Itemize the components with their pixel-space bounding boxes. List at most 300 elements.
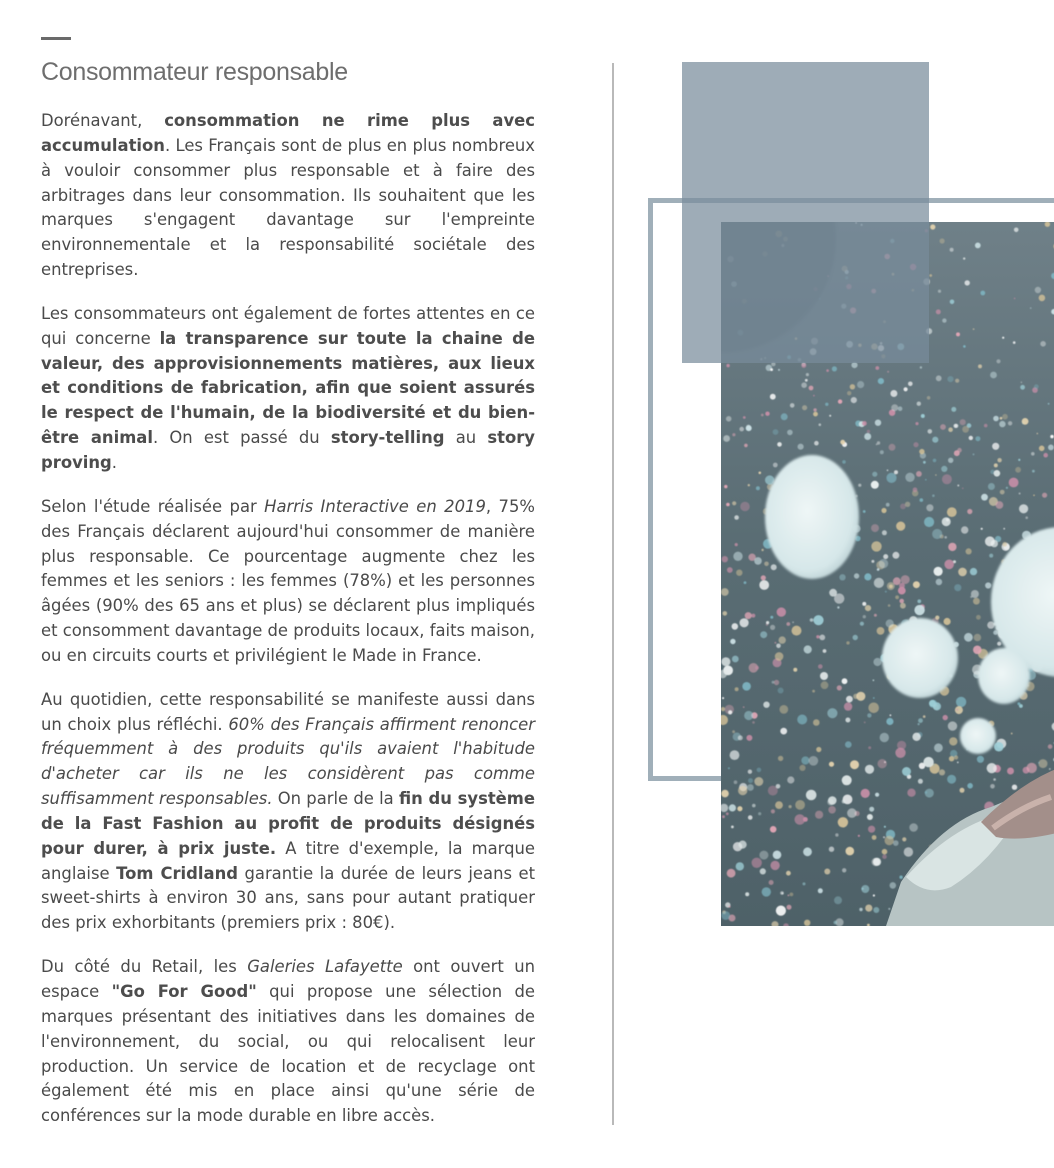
- glitter-sparkle: [888, 604, 891, 607]
- glitter-sparkle: [944, 536, 947, 539]
- glitter-sparkle: [969, 436, 973, 440]
- text-span: .: [111, 452, 117, 472]
- glitter-sparkle: [780, 891, 784, 895]
- glitter-sparkle: [829, 762, 834, 767]
- glitter-sparkle: [757, 768, 762, 773]
- glitter-sparkle: [891, 404, 898, 411]
- glitter-sparkle: [770, 394, 776, 400]
- glitter-sparkle: [877, 568, 880, 571]
- glitter-sparkle: [770, 826, 777, 833]
- glitter-sparkle: [770, 368, 773, 371]
- glitter-sparkle: [871, 481, 879, 489]
- glitter-sparkle: [760, 868, 766, 874]
- glitter-sparkle: [763, 702, 769, 708]
- glitter-sparkle: [1018, 459, 1020, 461]
- glitter-sparkle: [936, 309, 941, 314]
- glitter-sparkle: [738, 786, 747, 795]
- glitter-sparkle: [804, 920, 810, 926]
- glitter-sparkle: [948, 543, 956, 551]
- glitter-sparkle: [955, 379, 959, 383]
- glitter-sparkle: [885, 836, 894, 845]
- glitter-sparkle: [930, 224, 935, 229]
- glitter-sparkle: [868, 746, 871, 749]
- glitter-sparkle: [722, 556, 728, 562]
- glitter-sparkle: [820, 672, 828, 680]
- glitter-sparkle: [748, 484, 750, 486]
- glitter-sparkle: [806, 790, 817, 801]
- glitter-sparkle: [1020, 385, 1025, 390]
- glitter-sparkle: [874, 614, 877, 617]
- translucent-overlay-square: [682, 62, 929, 363]
- glitter-sparkle: [933, 459, 937, 463]
- glitter-sparkle: [732, 656, 739, 663]
- glitter-sparkle: [826, 369, 829, 372]
- glitter-sparkle: [904, 387, 908, 391]
- glitter-sparkle: [809, 756, 819, 766]
- glitter-sparkle: [863, 510, 866, 513]
- text-span: garantie la durée de leurs jeans et sweet-shirts à environ 30 ans, sans pour autant pratiquer des prix exhorbitants (premiers prix : 80€).: [41, 863, 535, 933]
- glitter-sparkle: [854, 573, 859, 578]
- glitter-sparkle: [898, 406, 903, 411]
- glitter-sparkle: [890, 390, 897, 397]
- glitter-sparkle: [936, 579, 943, 586]
- glitter-sparkle: [742, 682, 751, 691]
- glitter-sparkle: [899, 876, 902, 879]
- glitter-sparkle: [773, 429, 779, 435]
- glitter-sparkle: [798, 444, 804, 450]
- glitter-sparkle: [1048, 744, 1053, 749]
- glitter-sparkle: [882, 849, 888, 855]
- glitter-sparkle: [727, 869, 736, 878]
- glitter-sparkle: [846, 696, 853, 703]
- glitter-sparkle: [1033, 495, 1035, 497]
- bold-span: consommation ne rime plus avec accumulation: [41, 111, 536, 155]
- glitter-sparkle: [875, 793, 879, 797]
- glitter-sparkle: [933, 702, 941, 710]
- glitter-sparkle: [728, 710, 732, 714]
- glitter-sparkle: [889, 444, 896, 451]
- glitter-sparkle: [758, 812, 761, 815]
- bold-span: story-telling: [330, 428, 445, 448]
- glitter-sparkle: [871, 560, 874, 563]
- glitter-sparkle: [732, 501, 736, 505]
- glitter-sparkle: [893, 577, 901, 585]
- glitter-sparkle: [799, 765, 805, 771]
- glitter-sparkle: [1019, 504, 1028, 513]
- glitter-sparkle: [907, 789, 915, 797]
- glitter-sparkle: [842, 775, 852, 785]
- heading-accent-bar: [41, 37, 71, 40]
- glitter-sparkle: [871, 524, 879, 532]
- glitter-sparkle: [882, 854, 887, 859]
- glitter-sparkle: [999, 421, 1005, 427]
- glitter-sparkle: [853, 635, 858, 640]
- glitter-sparkle: [947, 775, 956, 784]
- glitter-sparkle: [845, 741, 852, 748]
- glitter-sparkle: [721, 657, 730, 666]
- glitter-sparkle: [804, 645, 812, 653]
- glitter-sparkle: [840, 440, 845, 445]
- glitter-sparkle: [795, 814, 806, 825]
- glitter-sparkle: [935, 474, 937, 476]
- glitter-sparkle: [1008, 421, 1012, 425]
- glitter-sparkle: [819, 635, 825, 641]
- glitter-sparkle: [795, 800, 805, 810]
- glitter-sparkle: [721, 790, 729, 798]
- glitter-sparkle: [756, 486, 760, 490]
- glitter-sparkle: [960, 419, 966, 425]
- glitter-sparkle: [845, 718, 850, 723]
- glitter-sparkle: [730, 639, 735, 644]
- glitter-sparkle: [1050, 435, 1053, 438]
- glitter-sparkle: [942, 318, 946, 322]
- glitter-sparkle: [867, 430, 870, 433]
- glitter-sparkle: [789, 805, 792, 808]
- glitter-sparkle: [827, 708, 837, 718]
- glitter-sparkle: [723, 435, 730, 442]
- glitter-sparkle: [887, 371, 889, 373]
- glitter-sparkle: [736, 862, 744, 870]
- glitter-sparkle: [745, 612, 752, 619]
- glitter-sparkle: [734, 780, 738, 784]
- glitter-sparkle: [965, 280, 970, 285]
- glitter-sparkle: [792, 626, 802, 636]
- glitter-sparkle: [920, 366, 922, 368]
- glitter-sparkle: [861, 789, 870, 798]
- glitter-sparkle: [975, 436, 980, 441]
- glitter-sparkle: [851, 397, 857, 403]
- glitter-sparkle: [963, 345, 966, 348]
- bold-span: la transparence sur toute la chaine de valeur, des approvisionnements matières, aux lieux et conditions de fabrication, afin que soient assurés le respect de l'humain, de la biodiversité et du bien-être animal: [41, 328, 535, 448]
- glitter-sparkle: [779, 636, 786, 643]
- glitter-sparkle: [974, 634, 982, 642]
- glitter-sparkle: [978, 364, 982, 368]
- glitter-sparkle: [1031, 452, 1035, 456]
- glitter-sparkle: [901, 575, 910, 584]
- glitter-sparkle: [834, 896, 842, 904]
- glitter-sparkle: [867, 713, 871, 717]
- glitter-sparkle: [970, 568, 977, 575]
- glitter-sparkle: [846, 641, 849, 644]
- glitter-sparkle: [802, 405, 807, 410]
- glitter-sparkle: [1000, 417, 1003, 420]
- glitter-sparkle: [737, 806, 742, 811]
- glitter-sparkle: [806, 373, 809, 376]
- glitter-sparkle: [726, 503, 730, 507]
- glitter-sparkle: [890, 882, 897, 889]
- glitter-sparkle: [923, 757, 933, 767]
- italic-span: Harris Interactive en 2019: [264, 496, 486, 516]
- glitter-sparkle: [842, 460, 846, 464]
- glitter-sparkle: [976, 615, 981, 620]
- glitter-sparkle: [913, 581, 920, 588]
- glitter-sparkle: [850, 384, 855, 389]
- glitter-sparkle: [957, 485, 959, 487]
- glitter-sparkle: [925, 791, 928, 794]
- glitter-sparkle: [953, 424, 957, 428]
- glitter-sparkle: [928, 429, 933, 434]
- glitter-sparkle: [880, 450, 884, 454]
- column-divider: [612, 63, 614, 1125]
- glitter-sparkle: [948, 427, 953, 432]
- glitter-sparkle: [960, 788, 965, 793]
- text-span: Selon l'étude réalisée par: [41, 496, 265, 516]
- glitter-sparkle: [936, 375, 942, 381]
- glitter-sparkle: [732, 433, 735, 436]
- glitter-sparkle: [985, 582, 991, 588]
- glitter-sparkle: [729, 804, 736, 811]
- glitter-sparkle: [973, 598, 980, 605]
- glitter-sparkle: [759, 851, 768, 860]
- glitter-sparkle: [743, 416, 746, 419]
- glitter-sparkle: [803, 882, 806, 885]
- glitter-sparkle: [949, 737, 957, 745]
- glitter-sparkle: [801, 756, 809, 764]
- glitter-sparkle: [739, 841, 747, 849]
- glitter-sparkle: [994, 463, 998, 467]
- bold-span: "Go For Good": [111, 982, 257, 1001]
- glitter-sparkle: [792, 621, 794, 623]
- glitter-sparkle: [988, 483, 995, 490]
- glitter-sparkle: [771, 564, 777, 570]
- glitter-sparkle: [754, 557, 762, 565]
- glitter-sparkle: [924, 517, 934, 527]
- glitter-sparkle: [923, 715, 926, 718]
- glitter-sparkle: [864, 573, 871, 580]
- glitter-sparkle: [860, 622, 864, 626]
- glitter-sparkle: [865, 765, 874, 774]
- glitter-sparkle: [934, 743, 943, 752]
- glitter-sparkle: [1000, 490, 1005, 495]
- glitter-sparkle: [819, 423, 822, 426]
- glitter-sparkle: [934, 567, 943, 576]
- glitter-sparkle: [967, 509, 972, 514]
- glitter-sparkle: [1007, 768, 1014, 775]
- glitter-sparkle: [1017, 702, 1020, 705]
- glitter-sparkle: [759, 472, 762, 475]
- glitter-sparkle: [883, 836, 885, 838]
- glitter-sparkle: [778, 756, 783, 761]
- glitter-sparkle: [771, 809, 775, 813]
- glitter-sparkle: [875, 366, 879, 370]
- glitter-sparkle: [1048, 445, 1054, 451]
- text-span: . Les Français sont de plus en plus nombreux à vouloir consommer plus responsable et à faire des arbitrages dans leur consommation. Ils souhaitent que les marques s'engagent davantage sur l'empreinte environnementale et la responsabilité sociétale des entreprises.: [41, 135, 535, 280]
- glitter-sparkle: [935, 616, 939, 620]
- glitter-sparkle: [970, 596, 972, 598]
- glitter-sparkle: [834, 921, 838, 925]
- glitter-sparkle: [746, 735, 752, 741]
- glitter-sparkle: [865, 605, 871, 611]
- paragraph-2: [41, 302, 535, 476]
- glitter-sparkle: [722, 815, 725, 818]
- glitter-sparkle: [746, 425, 752, 431]
- glitter-sparkle: [993, 778, 996, 781]
- glitter-sparkle: [873, 679, 875, 681]
- glitter-sparkle: [862, 602, 866, 606]
- text-span: Dorénavant,: [41, 111, 165, 130]
- glitter-sparkle: [1011, 733, 1013, 735]
- bold-span: Tom Cridland: [116, 863, 238, 883]
- glitter-sparkle: [829, 847, 834, 852]
- glitter-sparkle: [864, 722, 866, 724]
- glitter-sparkle: [886, 718, 893, 725]
- glitter-sparkle: [787, 430, 793, 436]
- glitter-sparkle: [987, 763, 997, 773]
- glitter-sparkle: [1042, 493, 1047, 498]
- glitter-sparkle: [917, 599, 921, 603]
- glitter-sparkle: [812, 690, 815, 693]
- glitter-sparkle: [744, 581, 747, 584]
- glitter-sparkle: [887, 470, 889, 472]
- glitter-sparkle: [1025, 516, 1028, 519]
- text-span: Du côté du Retail, les: [41, 957, 248, 977]
- glitter-sparkle: [1009, 478, 1019, 488]
- glitter-sparkle: [981, 528, 983, 530]
- glitter-sparkle: [736, 570, 742, 576]
- glitter-sparkle: [990, 372, 997, 379]
- glitter-sparkle: [920, 498, 924, 502]
- glitter-sparkle: [790, 893, 794, 897]
- glitter-sparkle: [992, 443, 999, 450]
- glitter-sparkle: [868, 826, 875, 833]
- glitter-sparkle: [748, 770, 752, 774]
- glitter-sparkle: [874, 578, 884, 588]
- glitter-sparkle: [912, 733, 920, 741]
- glitter-sparkle: [964, 633, 973, 642]
- article-body: [41, 109, 535, 1148]
- glitter-sparkle: [779, 705, 788, 714]
- glitter-sparkle: [967, 783, 973, 789]
- glitter-sparkle: [781, 413, 788, 420]
- glitter-sparkle: [954, 584, 961, 591]
- glitter-sparkle: [821, 681, 829, 689]
- glitter-sparkle: [994, 470, 1001, 477]
- glitter-sparkle: [925, 479, 927, 481]
- glitter-sparkle: [879, 559, 888, 568]
- glitter-sparkle: [882, 530, 887, 535]
- glitter-sparkle: [732, 623, 739, 630]
- glitter-sparkle: [809, 386, 814, 391]
- glitter-sparkle: [1002, 414, 1008, 420]
- glitter-sparkle: [981, 494, 988, 501]
- paragraph-4: [41, 688, 535, 936]
- glitter-sparkle: [777, 607, 786, 616]
- glitter-sparkle: [776, 644, 781, 649]
- glitter-sparkle: [723, 611, 728, 616]
- glitter-sparkle: [940, 424, 946, 430]
- glitter-sparkle: [929, 274, 932, 277]
- glitter-sparkle: [1034, 384, 1039, 389]
- glitter-sparkle: [744, 444, 748, 448]
- glitter-sparkle: [948, 458, 953, 463]
- glitter-sparkle: [774, 680, 779, 685]
- glitter-sparkle: [873, 894, 875, 896]
- glitter-sparkle: [755, 666, 759, 670]
- glitter-sparkle: [813, 719, 820, 726]
- glitter-sparkle: [914, 605, 924, 615]
- glitter-sparkle: [793, 668, 797, 672]
- glitter-sparkle: [1037, 433, 1039, 435]
- glitter-sparkle: [770, 861, 779, 870]
- glitter-sparkle: [1043, 453, 1048, 458]
- glitter-sparkle: [856, 692, 865, 701]
- glitter-sparkle: [1030, 307, 1032, 309]
- glitter-sparkle: [760, 631, 767, 638]
- glitter-sparkle: [842, 800, 846, 804]
- glitter-sparkle: [801, 363, 806, 368]
- glitter-sparkle: [951, 407, 956, 412]
- glitter-sparkle: [864, 433, 871, 440]
- glitter-sparkle: [722, 697, 724, 699]
- glitter-sparkle: [1002, 542, 1007, 547]
- glitter-sparkle: [813, 395, 815, 397]
- glitter-sparkle: [886, 619, 894, 627]
- bold-span: fin du système de la Fast Fashion au profit de produits désignés pour durer, à prix juste.: [41, 789, 535, 858]
- glitter-sparkle: [835, 833, 838, 836]
- glitter-sparkle: [839, 574, 845, 580]
- glitter-sparkle: [857, 381, 864, 388]
- glitter-sparkle: [829, 415, 831, 417]
- glitter-sparkle: [810, 618, 814, 622]
- glitter-sparkle: [813, 408, 816, 411]
- glitter-sparkle: [962, 426, 969, 433]
- glitter-sparkle: [872, 835, 877, 840]
- glitter-sparkle: [740, 502, 750, 512]
- glitter-sparkle: [1038, 762, 1040, 764]
- glitter-sparkle: [850, 760, 859, 769]
- glitter-sparkle: [1049, 768, 1051, 770]
- glitter-sparkle: [956, 709, 958, 711]
- glitter-sparkle: [908, 382, 913, 387]
- glitter-sparkle: [932, 437, 938, 443]
- glitter-sparkle: [816, 635, 819, 638]
- glitter-sparkle: [751, 614, 755, 618]
- glitter-sparkle: [1002, 337, 1004, 339]
- glitter-sparkle: [923, 461, 926, 464]
- glitter-sparkle: [788, 895, 790, 897]
- glitter-sparkle: [942, 474, 952, 484]
- paragraph-3: [41, 495, 535, 669]
- text-span: On parle de la: [272, 789, 399, 809]
- glitter-sparkle: [977, 756, 984, 763]
- glitter-sparkle: [947, 507, 957, 517]
- glitter-sparkle: [1014, 228, 1019, 233]
- glitter-sparkle: [764, 562, 769, 567]
- glitter-sparkle: [877, 441, 880, 444]
- glitter-sparkle: [987, 621, 994, 628]
- glitter-sparkle: [816, 747, 821, 752]
- glitter-sparkle: [838, 817, 848, 827]
- glitter-sparkle: [884, 826, 886, 828]
- glitter-sparkle: [778, 369, 780, 371]
- glitter-sparkle: [997, 642, 1001, 646]
- glitter-sparkle: [916, 471, 922, 477]
- glitter-sparkle: [759, 580, 769, 590]
- glitter-sparkle: [904, 847, 913, 856]
- glitter-sparkle: [902, 837, 906, 841]
- glitter-sparkle: [823, 649, 827, 653]
- glitter-sparkle: [858, 835, 860, 837]
- glitter-sparkle: [989, 554, 993, 558]
- glitter-sparkle: [727, 567, 733, 573]
- glitter-sparkle: [933, 764, 935, 766]
- glitter-sparkle: [774, 642, 776, 644]
- glitter-sparkle: [761, 549, 763, 551]
- glitter-sparkle: [832, 366, 837, 371]
- glitter-sparkle: [828, 806, 836, 814]
- glitter-sparkle: [780, 728, 787, 735]
- glitter-sparkle: [862, 421, 867, 426]
